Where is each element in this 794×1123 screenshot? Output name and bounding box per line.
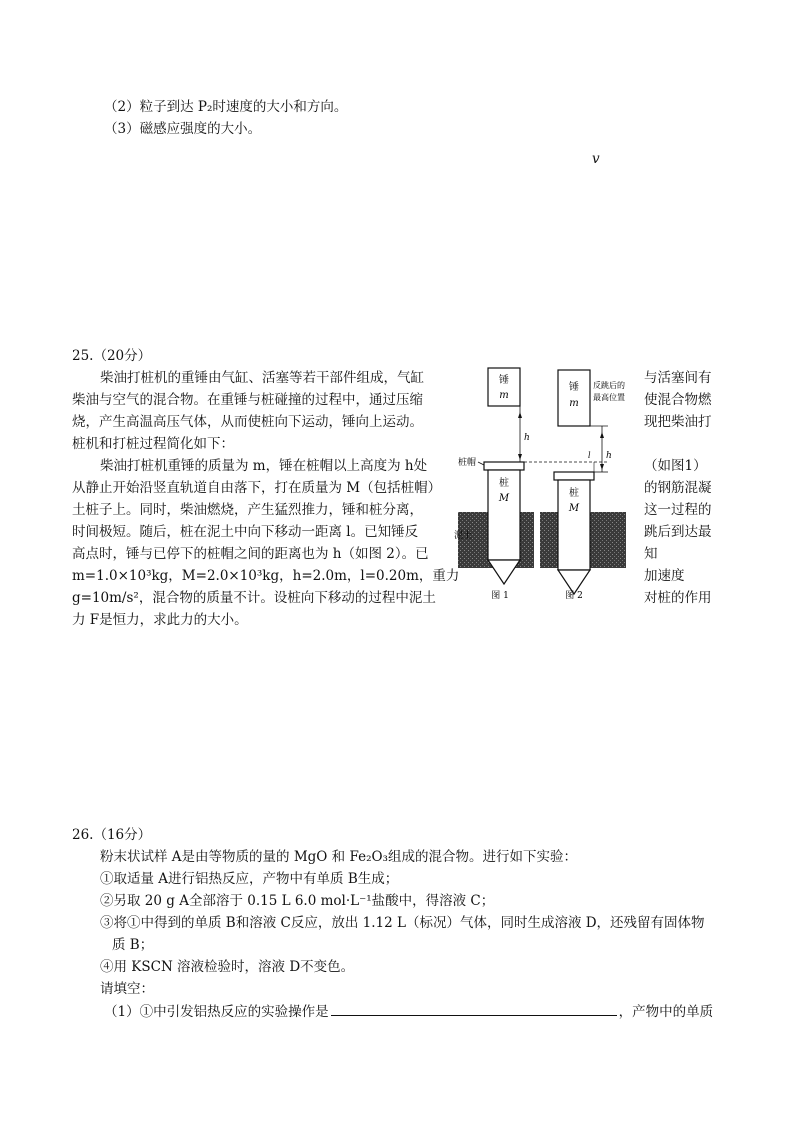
cap-fig2 (554, 472, 594, 480)
p25-line: 烧，产生高温高压气体，从而使桩向下运动，锤向上运动。 (72, 414, 423, 430)
question-1-text: （1）①中引发铝热反应的实验操作是 (104, 1004, 329, 1020)
hammer-mass: m (499, 390, 509, 401)
fig1-caption: 图 1 (491, 591, 509, 601)
step-1: ①取适量 A进行铝热反应，产物中有单质 B生成； (100, 871, 399, 887)
h-label-fig2: h (606, 451, 612, 461)
question-2: （2）粒子到达 P₂时速度的大小和方向。 (104, 99, 348, 115)
pile-mass-2: M (568, 503, 580, 514)
pile-label: 桩 (499, 478, 509, 489)
question-3: （3）磁感应强度的大小。 (104, 121, 262, 137)
soil-label: 泥土 (454, 531, 473, 541)
fill-prompt: 请填空： (100, 981, 154, 997)
p25-right-line: 的钢筋混凝 (644, 480, 712, 496)
step-3: ③将①中得到的单质 B和溶液 C反应，放出 1.12 L（标况）气体，同时生成溶液 D，还残留有固体物 (100, 915, 705, 931)
answer-blank[interactable] (331, 1002, 617, 1016)
problem-26-intro: 粉末状试样 A是由等物质的量的 MgO 和 Fe₂O₃组成的混合物。进行如下实验： (100, 849, 577, 865)
p25-line: 柴油打桩机的重锤由气缸、活塞等若干部件组成，气缸 (100, 370, 424, 386)
p25-line: g=10m/s²，混合物的质量不计。设桩向下移动的过程中泥土 (72, 590, 436, 606)
p25-right-line: 加速度 (644, 568, 685, 584)
p25-right-line: 使混合物燃 (644, 392, 712, 408)
h-label-fig1: h (524, 433, 530, 443)
p25-line: m=1.0×10³kg，M=2.0×10³kg，h=2.0m，l=0.20m，重力 (72, 568, 460, 584)
problem-26-header: 26.（16分） (72, 827, 152, 843)
question-1-tail: ，产物中的单质 (618, 1004, 714, 1020)
step-4: ④用 KSCN 溶液检验时，溶液 D不变色。 (100, 959, 355, 975)
p25-right-line: 这一过程的 (644, 502, 712, 518)
p25-line: 高点时，锤与已停下的桩帽之间的距离也为 h（如图 2）。已 (72, 546, 429, 562)
p25-right-line: 与活塞间有 (644, 370, 712, 386)
rebound-label-1: 反跳后的 (593, 381, 625, 390)
p25-line: 柴油与空气的混合物。在重锤与桩碰撞的过程中，通过压缩 (72, 392, 423, 408)
p25-line: 桩机和打桩过程简化如下： (72, 436, 234, 452)
p25-line: 柴油打桩机重锤的质量为 m，锤在桩帽以上高度为 h处 (100, 458, 428, 474)
pile-driver-figure (448, 362, 638, 602)
rebound-label-2: 最高位置 (593, 393, 625, 402)
cap-fig1 (484, 462, 524, 470)
l-label: l (588, 451, 591, 460)
hammer-label: 锤 (499, 375, 509, 386)
problem-25-header: 25.（20分） (72, 348, 152, 364)
step-2: ②另取 20 g A全部溶于 0.15 L 6.0 mol·L⁻¹盐酸中，得溶液 C； (100, 893, 495, 909)
p25-right-line: 跳后到达最 (644, 524, 712, 540)
p25-right-line: 对桩的作用 (644, 590, 712, 606)
hammer-mass-2: m (569, 398, 579, 409)
p25-line: 力 F是恒力，求此力的大小。 (72, 612, 248, 628)
velocity-mark: v (592, 151, 600, 167)
p25-line: 时间极短。随后，桩在泥土中向下移动一距离 l。已知锤反 (72, 524, 419, 540)
fig2-caption: 图 2 (565, 591, 583, 601)
p25-right-line: 知 (644, 546, 658, 562)
pile-mass: M (498, 493, 510, 504)
hammer-label-2: 锤 (569, 382, 579, 393)
question-1-line (104, 1002, 713, 1021)
p25-right-line: 现把柴油打 (644, 414, 712, 430)
pile-label-2: 桩 (569, 488, 579, 499)
step-3-cont: 质 B； (112, 937, 154, 953)
cap-label: 桩帽 (458, 458, 477, 468)
p25-line: 从静止开始沿竖直轨道自由落下，打在质量为 M（包括桩帽） (72, 480, 442, 496)
p25-right-line: （如图1） (644, 458, 707, 474)
p25-line: 土桩子上。同时，柴油燃烧，产生猛烈推力，锤和桩分离， (72, 502, 423, 518)
